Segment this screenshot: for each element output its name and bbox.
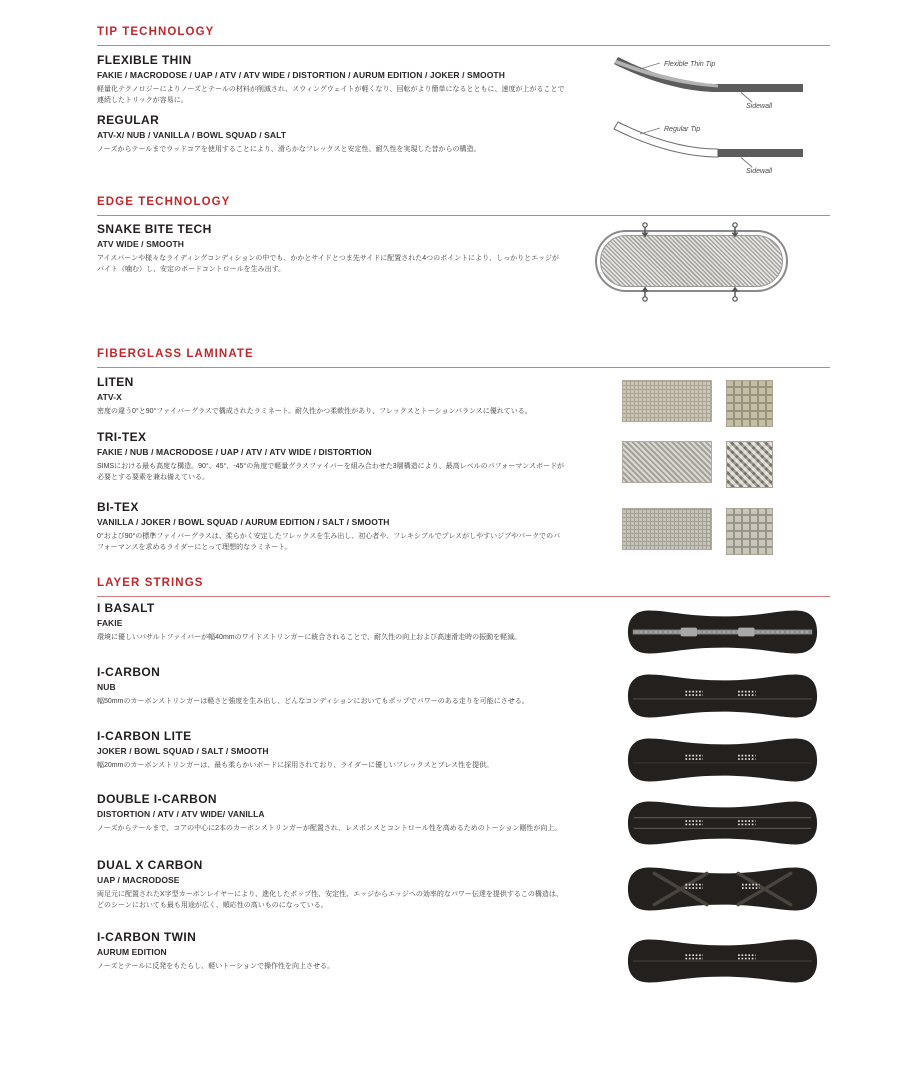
bite-point-icon — [729, 286, 741, 302]
item-i-basalt — [97, 601, 830, 665]
item-regular — [97, 113, 830, 196]
regular-tip-diagram — [600, 119, 805, 175]
section-heading: EDGE TECHNOLOGY — [97, 196, 231, 208]
item-description: 両足元に配置されたX字型カーボンレイヤーにより、進化したポップ性、安定性、エッジからエッジへの効率的なパワー伝達を提供するこの構造は、どのシーンにおいても最も用途が広く、順応性の高いものになっている。 — [97, 891, 563, 910]
section-divider — [97, 45, 830, 46]
model-tags: ATV WIDE / SMOOTH — [97, 239, 185, 249]
tri-tex-weave-closeup — [726, 441, 773, 488]
item-liten — [97, 375, 830, 430]
section-fiberglass-laminate — [97, 348, 830, 577]
item-flexible-thin — [97, 53, 830, 113]
item-title: I-CARBON TWIN — [97, 930, 197, 944]
section-divider — [97, 215, 830, 216]
i-carbon-lite-board-diagram — [625, 733, 820, 787]
item-i-carbon-lite — [97, 729, 830, 792]
section-divider — [97, 367, 830, 368]
model-tags: JOKER / BOWL SQUAD / SALT / SMOOTH — [97, 746, 269, 756]
item-title: DOUBLE I-CARBON — [97, 792, 217, 806]
section-heading: TIP TECHNOLOGY — [97, 26, 215, 38]
flexible-thin-tip-diagram — [600, 54, 805, 110]
model-tags: ATV-X — [97, 392, 122, 402]
section-divider — [97, 596, 830, 597]
i-carbon-lite-board-illustration — [625, 733, 820, 787]
item-title: REGULAR — [97, 113, 160, 127]
model-tags: UAP / MACRODOSE — [97, 875, 180, 885]
item-i-carbon-twin — [97, 930, 830, 1000]
section-heading: FIBERGLASS LAMINATE — [97, 348, 254, 360]
section-tip-technology — [97, 26, 830, 196]
item-dual-x-carbon — [97, 858, 830, 930]
item-title: TRI-TEX — [97, 430, 147, 444]
i-basalt-board-illustration — [625, 605, 820, 659]
item-description: 0°および90°の標準ファイバーグラスは、柔らかく安定したフレックスを生み出し、初心者や、フレキシブルでプレスがしやすいジブやパークでのパフォーマンスを求めるライダーにとって理想的なラミネート。 — [97, 533, 561, 552]
item-title: SNAKE BITE TECH — [97, 222, 212, 236]
model-tags: DISTORTION / ATV / ATV WIDE/ VANILLA — [97, 809, 265, 819]
i-carbon-twin-board-diagram — [625, 934, 820, 988]
item-title: BI-TEX — [97, 500, 139, 514]
model-tags: ATV-X/ NUB / VANILLA / BOWL SQUAD / SALT — [97, 130, 287, 140]
bite-point-icon — [729, 222, 741, 238]
item-title: FLEXIBLE THIN — [97, 53, 192, 67]
item-description: ノーズからテールまで、コアの中心に2本のカーボンストリンガーが配置され、レスポンスとコントロール性を高めるためのトーション剛性が向上。 — [97, 825, 562, 832]
model-tags: FAKIE / MACRODOSE / UAP / ATV / ATV WIDE / DISTORTION / AURUM EDITION / JOKER / SMOOTH — [97, 70, 505, 80]
item-description: 環境に優しいバサルトファイバーが幅40mmのワイドストリンガーに統合されることで、耐久性の向上および高速滑走時の振動を軽減。 — [97, 634, 522, 641]
regular-tip-illustration — [600, 119, 805, 175]
dual-x-carbon-board-illustration — [625, 862, 820, 916]
double-i-carbon-board-diagram — [625, 796, 820, 850]
dual-x-carbon-board-diagram — [625, 862, 820, 916]
item-description: ノーズからテールまでウッドコアを使用することにより、滑らかなフレックスと安定性、耐久性を実現した昔からの構造。 — [97, 146, 481, 153]
item-tri-tex — [97, 430, 830, 500]
board-hatch-texture — [600, 235, 783, 287]
board-top-view — [595, 230, 788, 292]
item-description: ノーズとテールに反発をもたらし、軽いトーションで操作性を向上させる。 — [97, 963, 335, 970]
item-title: I BASALT — [97, 601, 155, 615]
item-title: DUAL X CARBON — [97, 858, 203, 872]
snake-bite-board-diagram — [595, 224, 790, 300]
item-description: 幅50mmのカーボンストリンガーは軽さと強度を生み出し、どんなコンディションにおいてもポップでパワーのある走りを可能にさせる。 — [97, 698, 529, 705]
model-tags: FAKIE / NUB / MACRODOSE / UAP / ATV / ATV WIDE / DISTORTION — [97, 447, 372, 457]
bite-point-icon — [639, 286, 651, 302]
item-title: LITEN — [97, 375, 134, 389]
page-content — [97, 26, 830, 1000]
item-i-carbon — [97, 665, 830, 729]
item-title: I-CARBON LITE — [97, 729, 192, 743]
liten-weave-swatch — [622, 380, 712, 422]
bite-point-icon — [639, 222, 651, 238]
bi-tex-weave-closeup — [726, 508, 773, 555]
i-carbon-board-illustration — [625, 669, 820, 723]
sidewall-label: Sidewall — [746, 168, 773, 175]
i-carbon-twin-board-illustration — [625, 934, 820, 988]
model-tags: AURUM EDITION — [97, 947, 167, 957]
i-carbon-board-diagram — [625, 669, 820, 723]
regular-tip-label: Regular Tip — [664, 126, 701, 133]
section-heading: LAYER STRINGS — [97, 577, 204, 589]
bi-tex-fiberglass-swatches — [622, 508, 773, 555]
model-tags: FAKIE — [97, 618, 123, 628]
bi-tex-weave-swatch — [622, 508, 712, 550]
tri-tex-weave-swatch — [622, 441, 712, 483]
item-double-i-carbon — [97, 792, 830, 858]
liten-fiberglass-swatches — [622, 380, 773, 427]
sidewall-label: Sidewall — [746, 103, 773, 110]
item-title: I-CARBON — [97, 665, 161, 679]
item-description: アイスバーンや様々なライディングコンディションの中でも、かかとサイドとつま先サイドに配置された4つのポイントにより、しっかりとエッジがバイト（噛む）し、安定のボードコントロールを生み出す。 — [97, 255, 560, 274]
section-edge-technology — [97, 196, 830, 348]
i-basalt-board-diagram — [625, 605, 820, 659]
model-tags: NUB — [97, 682, 116, 692]
item-description: SIMSにおける最も高度な構造。90°、45°、-45°の角度で軽量グラスファイバーを組み合わせた3層構造により、最高レベルのパフォーマンスボードが必要とする要素を兼ね備えている。 — [97, 463, 565, 482]
item-description: 密度の違う0°と90°ファイバーグラスで構成されたラミネート。耐久性かつ柔軟性があり、フレックスとトーションバランスに優れている。 — [97, 408, 532, 415]
flexible-thin-tip-illustration — [600, 54, 805, 110]
section-layer-strings — [97, 577, 830, 1000]
item-description: 幅20mmのカーボンストリンガーは、最も柔らかいボードに採用されており、ライダーに優しいフレックスとプレス性を提供。 — [97, 762, 494, 769]
item-description: 軽量化テクノロジーによりノーズとテールの材料が削減され、スウィングウェイトが軽くなり、回転がより簡単になるとともに、速度が上がることで連続したトリックが容易に。 — [97, 86, 565, 105]
item-snake-bite-tech — [97, 222, 830, 348]
liten-weave-closeup — [726, 380, 773, 427]
double-i-carbon-board-illustration — [625, 796, 820, 850]
flexible-thin-tip-label: Flexible Thin Tip — [664, 61, 716, 68]
tri-tex-fiberglass-swatches — [622, 441, 773, 488]
item-bi-tex — [97, 500, 830, 577]
model-tags: VANILLA / JOKER / BOWL SQUAD / AURUM EDITION / SALT / SMOOTH — [97, 517, 390, 527]
